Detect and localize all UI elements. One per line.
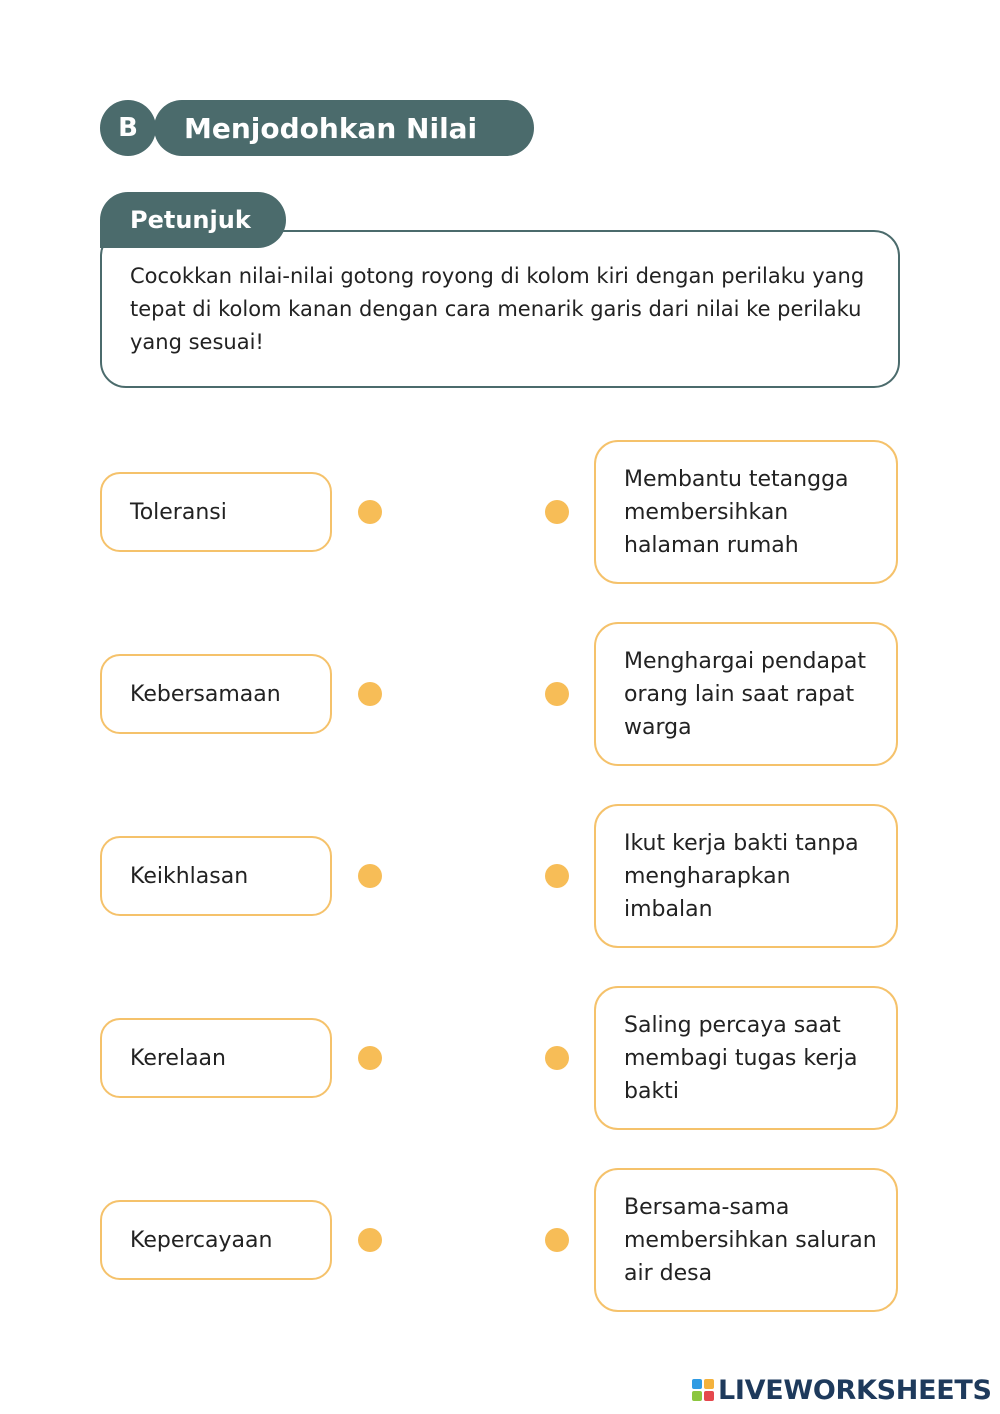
section-title: Menjodohkan Nilai <box>154 100 534 156</box>
behavior-text-3: Ikut kerja bakti tanpa mengharapkan imbalan <box>624 830 859 922</box>
behavior-text-1: Membantu tetangga membersihkan halaman rumah <box>624 466 849 558</box>
value-dot-2[interactable] <box>358 682 382 706</box>
behavior-dot-1[interactable] <box>545 500 569 524</box>
behavior-card-1 <box>594 440 898 584</box>
value-dot-1[interactable] <box>358 500 382 524</box>
value-dot-5[interactable] <box>358 1228 382 1252</box>
value-card-4: Kerelaan <box>100 1018 332 1098</box>
liveworksheets-brand <box>692 1376 992 1404</box>
behavior-card-2 <box>594 622 898 766</box>
section-letter: B <box>100 100 156 156</box>
value-card-2: Kebersamaan <box>100 654 332 734</box>
value-dot-3[interactable] <box>358 864 382 888</box>
value-card-5: Kepercayaan <box>100 1200 332 1280</box>
behavior-text-5: Bersama-sama membersihkan saluran air desa <box>624 1194 877 1286</box>
behavior-card-5 <box>594 1168 898 1312</box>
behavior-dot-2[interactable] <box>545 682 569 706</box>
instructions-box <box>100 230 900 388</box>
behavior-card-4 <box>594 986 898 1130</box>
value-card-3: Keikhlasan <box>100 836 332 916</box>
value-dot-4[interactable] <box>358 1046 382 1070</box>
value-card-1: Toleransi <box>100 472 332 552</box>
liveworksheets-logo-icon <box>692 1379 714 1401</box>
behavior-dot-4[interactable] <box>545 1046 569 1070</box>
behavior-text-4: Saling percaya saat membagi tugas kerja bakti <box>624 1012 858 1104</box>
instructions-text: Cocokkan nilai-nilai gotong royong di kolom kiri dengan perilaku yang tepat di kolom kanan dengan cara menarik garis dari nilai ke perilaku yang sesuai! <box>130 264 865 354</box>
behavior-dot-3[interactable] <box>545 864 569 888</box>
instructions-label: Petunjuk <box>100 192 286 248</box>
behavior-card-3 <box>594 804 898 948</box>
brand-text: LIVEWORKSHEETS <box>718 1374 992 1406</box>
behavior-dot-5[interactable] <box>545 1228 569 1252</box>
behavior-text-2: Menghargai pendapat orang lain saat rapat warga <box>624 648 867 740</box>
